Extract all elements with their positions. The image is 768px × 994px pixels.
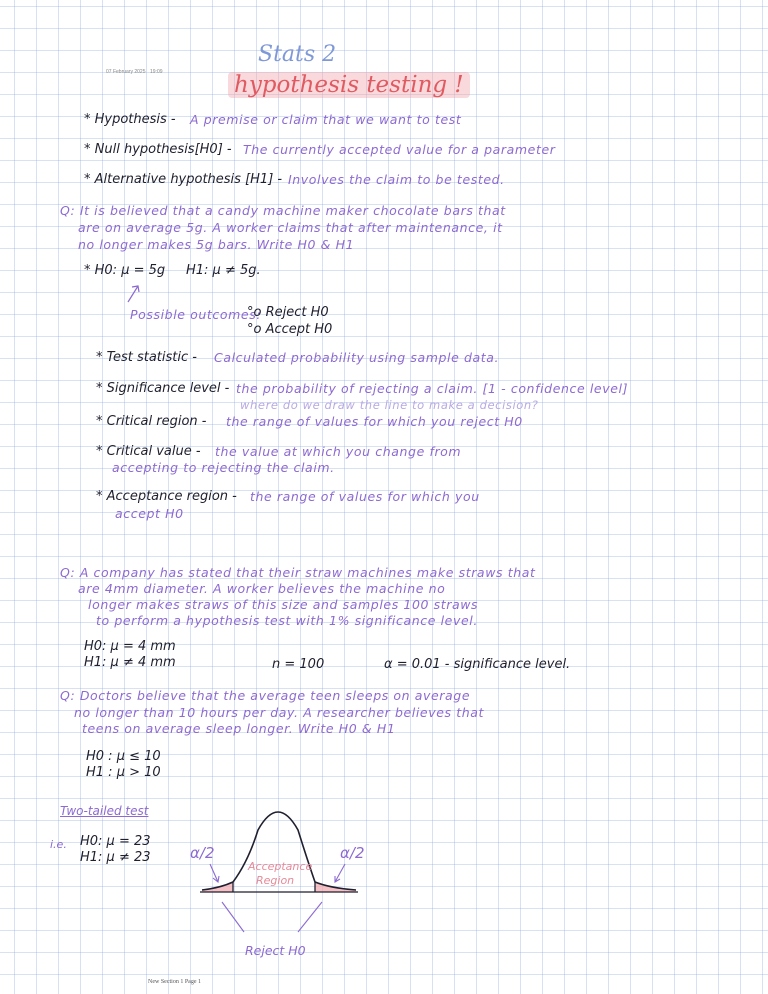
- two-tailed-diagram: [180, 810, 380, 960]
- region-label: Region: [256, 874, 295, 887]
- ie-label: i.e.: [50, 838, 67, 851]
- page-title: Stats 2: [258, 42, 337, 67]
- alpha-left-label: α/2: [190, 844, 215, 862]
- q2-h0: H0: μ = 4 mm: [84, 639, 176, 654]
- q2-line1: Q: A company has stated that their straw machines make straws that: [60, 565, 536, 580]
- outcome-reject: °o Reject H0: [247, 305, 329, 320]
- tt-h0: H0: μ = 23: [80, 834, 151, 849]
- q2-alpha: α = 0.01 - significance level.: [384, 657, 571, 672]
- term-acceptance-cont: accept H0: [115, 506, 184, 521]
- def-null-term: * Null hypothesis[H0] -: [84, 142, 232, 157]
- q3-h0: H0 : μ ≤ 10: [86, 749, 161, 764]
- outcomes-label: Possible outcomes:: [130, 307, 262, 322]
- alpha-left-arrow-icon: [210, 864, 219, 882]
- term-critical-value: * Critical value -: [96, 444, 201, 459]
- term-acceptance-region: * Acceptance region -: [96, 489, 237, 504]
- tt-h1: H1: μ ≠ 23: [80, 850, 151, 865]
- term-critical-region-text: the range of values for which you reject H0: [226, 414, 523, 429]
- q3-line3: teens on average sleep longer. Write H0 & H1: [82, 721, 396, 736]
- q1-h1: H1: μ ≠ 5g.: [186, 263, 261, 278]
- page-subtitle: hypothesis testing !: [228, 72, 470, 98]
- q1-h0: * H0: μ = 5g: [84, 263, 166, 278]
- term-test-statistic: * Test statistic -: [96, 350, 197, 365]
- time-stamp: 19:09: [150, 69, 163, 75]
- page-footer: New Section 1 Page 1: [148, 979, 201, 985]
- term-critical-value-text: the value at which you change from: [215, 444, 462, 459]
- def-hypothesis-text: A premise or claim that we want to test: [190, 112, 462, 127]
- def-null-text: The currently accepted value for a parameter: [243, 142, 556, 157]
- def-hypothesis-term: * Hypothesis -: [84, 112, 176, 127]
- term-critical-value-cont: accepting to rejecting the claim.: [112, 460, 335, 475]
- alpha-right-arrow-icon: [335, 864, 345, 882]
- outcome-arrow-icon: [124, 282, 144, 304]
- q2-line2: are 4mm diameter. A worker believes the machine no: [78, 581, 446, 596]
- term-critical-region: * Critical region -: [96, 414, 207, 429]
- acceptance-label: Acceptance: [248, 860, 313, 873]
- q2-line4: to perform a hypothesis test with 1% significance level.: [96, 613, 478, 628]
- q3-line1: Q: Doctors believe that the average teen sleeps on average: [60, 688, 471, 703]
- significance-note: where do we draw the line to make a decision?: [240, 398, 539, 412]
- q2-h1: H1: μ ≠ 4 mm: [84, 655, 176, 670]
- q1-line1: Q: It is believed that a candy machine maker chocolate bars that: [60, 203, 506, 218]
- q1-line3: no longer makes 5g bars. Write H0 & H1: [78, 237, 355, 252]
- def-alt-text: Involves the claim to be tested.: [288, 172, 505, 187]
- q2-n: n = 100: [272, 657, 325, 672]
- date-stamp: 07 February 2025: [106, 69, 146, 75]
- term-test-statistic-text: Calculated probability using sample data.: [214, 350, 500, 365]
- q3-h1: H1 : μ > 10: [86, 765, 161, 780]
- two-tailed-heading: Two-tailed test: [60, 804, 149, 818]
- alpha-right-label: α/2: [340, 844, 365, 862]
- reject-left-line: [222, 902, 244, 932]
- reject-right-line: [298, 902, 322, 932]
- term-significance: * Significance level -: [96, 381, 230, 396]
- term-acceptance-region-text: the range of values for which you: [250, 489, 480, 504]
- term-significance-text: the probability of rejecting a claim. [1 - confidence level]: [236, 381, 629, 396]
- q3-line2: no longer than 10 hours per day. A researcher believes that: [74, 705, 484, 720]
- q2-line3: longer makes straws of this size and samples 100 straws: [88, 597, 479, 612]
- reject-label: Reject H0: [245, 943, 306, 958]
- outcome-accept: °o Accept H0: [247, 322, 333, 337]
- def-alt-term: * Alternative hypothesis [H1] -: [84, 172, 283, 187]
- q1-line2: are on average 5g. A worker claims that after maintenance, it: [78, 220, 503, 235]
